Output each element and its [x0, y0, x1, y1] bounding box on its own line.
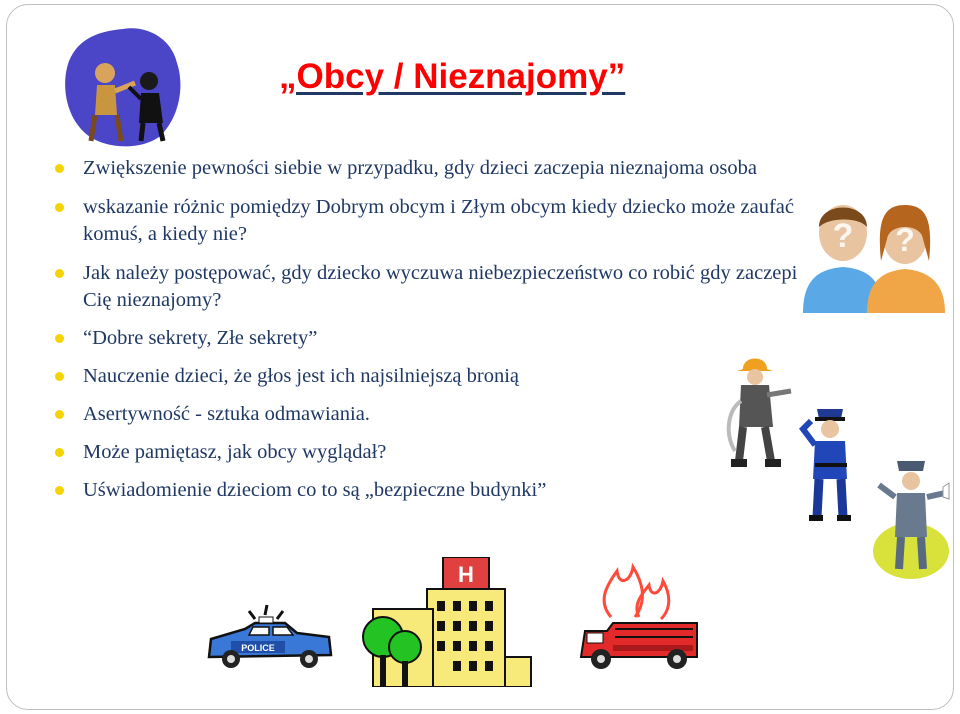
svg-text:?: ? [895, 222, 915, 258]
bullet-item: Zwiększenie pewności siebie w przypadku, gdy dzieci zaczepia nieznajoma osoba [55, 155, 815, 182]
stranger-scene-icon [59, 23, 187, 151]
bullet-item: Uświadomienie dzieciom co to są „bezpieczne budynki” [55, 477, 815, 504]
bullet-item: Może pamiętasz, jak obcy wyglądał? [55, 439, 815, 466]
slide [6, 4, 954, 710]
firefighter-icon [721, 351, 795, 473]
hospital-building-icon [351, 557, 533, 687]
bullet-item: “Dobre sekrety, Złe sekrety” [55, 325, 815, 352]
hospital-sign: H [458, 562, 474, 587]
police-officer-icon [797, 399, 861, 525]
slide-title: „Obcy / Nieznajomy” [279, 57, 626, 96]
police-car-label: POLICE [241, 643, 275, 653]
fire-truck-icon [577, 561, 701, 677]
bullet-item: Jak należy postępować, gdy dziecko wyczuwa niebezpieczeństwo co robić gdy zaczepi Cię nieznajomy? [55, 260, 815, 314]
two-people-icon [801, 195, 947, 313]
bullet-item: Nauczenie dzieci, że głos jest ich najsilniejszą bronią [55, 363, 815, 390]
bullet-item: Asertywność - sztuka odmawiania. [55, 401, 815, 428]
police-car-icon [205, 603, 335, 675]
traffic-officer-icon [871, 453, 951, 579]
svg-text:?: ? [832, 217, 854, 255]
bullet-item: wskazanie różnic pomiędzy Dobrym obcym i Złym obcym kiedy dziecko może zaufać komuś, a kiedy nie? [55, 194, 815, 248]
bullet-list [55, 155, 815, 504]
